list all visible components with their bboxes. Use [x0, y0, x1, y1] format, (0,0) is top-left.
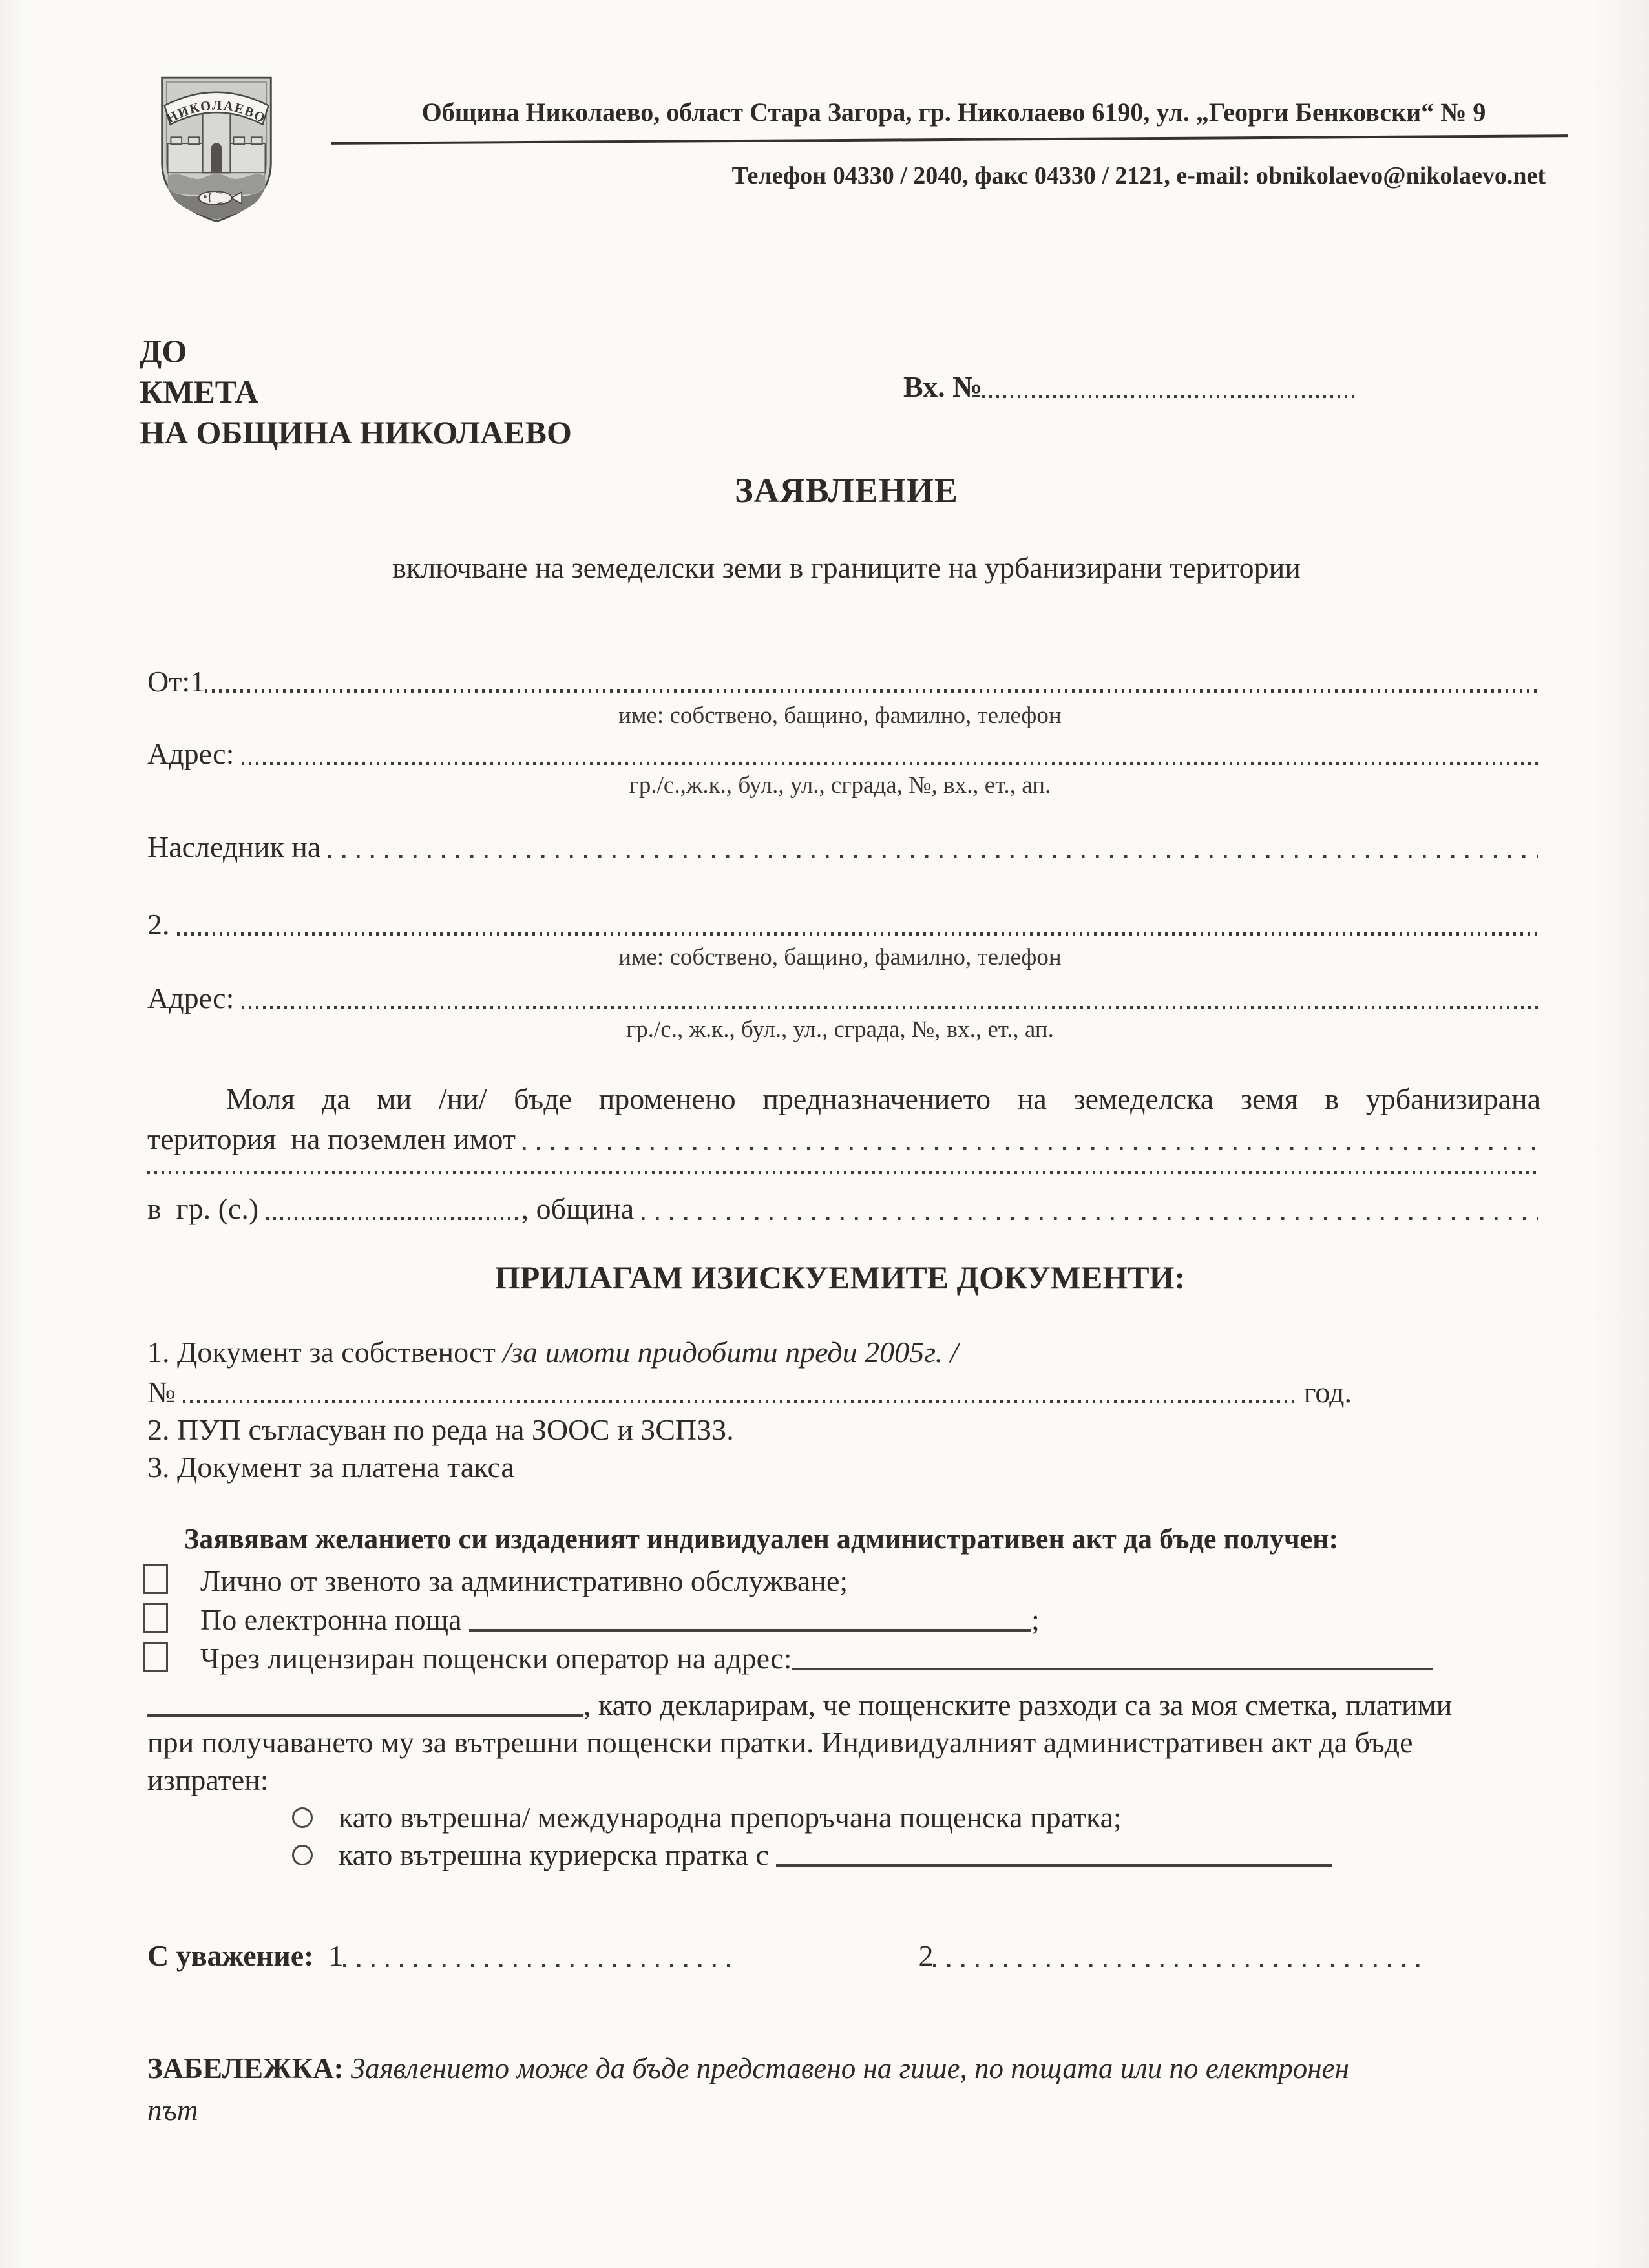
addressee-line-municipality: НА ОБЩИНА НИКОЛАЕВО [140, 414, 572, 450]
heir-row [147, 830, 1538, 864]
document-number-field [183, 1400, 1296, 1403]
applicant2-name-row [147, 907, 1538, 941]
addressee-block [140, 331, 572, 453]
coat-of-arms-icon [153, 67, 280, 227]
entry-number-label: Вх. № [903, 370, 983, 403]
signature1-field [343, 1964, 740, 1967]
documents-heading: ПРИЛАГАМ ИЗИСКУЕМИТЕ ДОКУМЕНТИ: [494, 1259, 1186, 1296]
property-id-field [523, 1147, 1538, 1150]
applicant2-address-field [242, 1006, 1538, 1009]
applicant2-address-label: Адрес: [147, 982, 242, 1014]
applicant1-from-label: От:1 [147, 665, 205, 698]
signature-label: С уважение: [147, 1939, 329, 1972]
shipment-option-registered-label: като вътрешна/ международна препоръчана пощенска пратка; [339, 1801, 1122, 1834]
note-line1 [147, 2052, 1520, 2085]
addressee-line-kmeta: КМЕТА [140, 373, 258, 410]
applicant1-name-field [205, 689, 1538, 693]
applicant2-name-field [177, 932, 1538, 936]
postal-declaration-line2: при получаването му за вътрешни пощенски пратки. Индивидуалният административен акт да бъде [147, 1726, 1413, 1759]
applicant1-address-hint: гр./с.,ж.к., бул., ул., сграда, №, вх., ет., ап. [629, 772, 1051, 799]
municipality-coat-of-arms [153, 67, 280, 227]
letterhead-contact-line: Телефон 04330 / 2040, факс 04330 / 2121, e-mail: obnikolaevo@nikolaevo.net [731, 162, 1546, 189]
note-text: Заявлението може да бъде представено на гише, по пощата или по електронен [350, 2052, 1349, 2084]
postal-declaration-row [147, 1688, 1546, 1722]
email-field [469, 1629, 1031, 1632]
city-field [266, 1217, 521, 1220]
applicant1-address-field [242, 762, 1538, 765]
signature2-field [933, 1964, 1424, 1967]
form-title: ЗАЯВЛЕНИЕ [735, 471, 958, 510]
signature2-number: 2 [918, 1939, 934, 1972]
applicant1-address-label: Адрес: [147, 737, 242, 770]
request-location-row [147, 1192, 1538, 1226]
courier-name-field [776, 1864, 1332, 1867]
applicant2-address-row [147, 981, 1538, 1015]
entry-number-row [903, 370, 1356, 404]
municipality-label: , община [521, 1192, 642, 1225]
entry-number-field [982, 395, 1356, 398]
shipment-option-courier-label: като вътрешна куриерска пратка с [339, 1838, 777, 1871]
postal-address-continuation-field [147, 1714, 583, 1717]
logo-banner-text: НИКОЛАЕВО [164, 98, 269, 127]
municipality-field [642, 1217, 1538, 1220]
request-property-row [147, 1122, 1538, 1156]
note-line2: път [147, 2094, 198, 2126]
shipment-option-registered [292, 1800, 1455, 1834]
checkbox-postal [143, 1642, 168, 1672]
document-item-2: 2. ПУП съгласуван по реда на ЗООС и ЗСПЗЗ. [147, 1413, 734, 1446]
delivery-option-postal [143, 1641, 1433, 1675]
delivery-option-email [143, 1602, 1538, 1637]
applicant1-name-row [147, 664, 1538, 698]
request-property-label: територия на поземлен имот [147, 1122, 523, 1155]
postal-address-field [792, 1668, 1433, 1670]
applicant1-name-hint: име: собствено, бащино, фамилно, телефон [618, 702, 1062, 729]
delivery-option-personal [143, 1564, 1538, 1598]
document-item-3: 3. Документ за платена такса [147, 1451, 514, 1484]
checkbox-personal [143, 1564, 168, 1594]
delivery-heading: Заявявам желанието си издаденият индивидуален административен акт да бъде получен: [184, 1523, 1339, 1555]
document-item-1-italic: /за имоти придобити преди 2005г. / [503, 1336, 959, 1369]
applicant2-address-hint: гр./с., ж.к., бул., ул., сграда, №, вх., ет., ап. [626, 1016, 1054, 1043]
document-number-row [147, 1375, 1352, 1409]
applicant1-address-row [147, 737, 1538, 771]
note-label: ЗАБЕЛЕЖКА: [147, 2052, 351, 2084]
postal-declaration-text: , като декларирам, че пощенските разходи са за моя сметка, платими [583, 1688, 1453, 1721]
heir-field [328, 855, 1538, 858]
applicant2-number-label: 2. [147, 908, 177, 941]
signature1-number: 1 [328, 1939, 344, 1972]
request-line1: Моля да ми /ни/ бъде променено предназначението на земеделска земя в урбанизирана [226, 1082, 1540, 1115]
checkbox-email [143, 1603, 168, 1633]
postal-declaration-line3: изпратен: [147, 1763, 269, 1796]
heir-label: Наследник на [147, 830, 328, 863]
form-subtitle: включване на земеделски земи в границите на урбанизирани територии [392, 551, 1301, 584]
delivery-option-email-label: По електронна поща [200, 1603, 470, 1636]
document-item-1-text: 1. Документ за собственост [147, 1336, 503, 1369]
radio-registered-mail [292, 1807, 313, 1828]
document-item-1 [147, 1335, 958, 1369]
radio-courier [292, 1845, 313, 1865]
document-year-label: год. [1296, 1376, 1352, 1409]
signature-row [147, 1938, 1538, 1973]
delivery-option-personal-label: Лично от звеното за административно обслужване; [200, 1564, 848, 1597]
city-label: в гр. (с.) [147, 1192, 266, 1225]
property-continuation-field [147, 1171, 1540, 1174]
letterhead-org-line: Община Николаево, област Стара Загора, гр. Николаево 6190, ул. „Георги Бенковски“ № 9 [421, 98, 1486, 127]
letterhead-divider [331, 134, 1568, 145]
applicant2-name-hint: име: собствено, бащино, фамилно, телефон [618, 944, 1062, 971]
document-number-label: № [147, 1376, 184, 1409]
delivery-option-email-end: ; [1031, 1603, 1040, 1636]
shipment-option-courier [292, 1838, 1455, 1872]
delivery-option-postal-label: Чрез лицензиран пощенски оператор на адрес: [200, 1642, 792, 1675]
addressee-line-do: ДО [140, 333, 187, 369]
